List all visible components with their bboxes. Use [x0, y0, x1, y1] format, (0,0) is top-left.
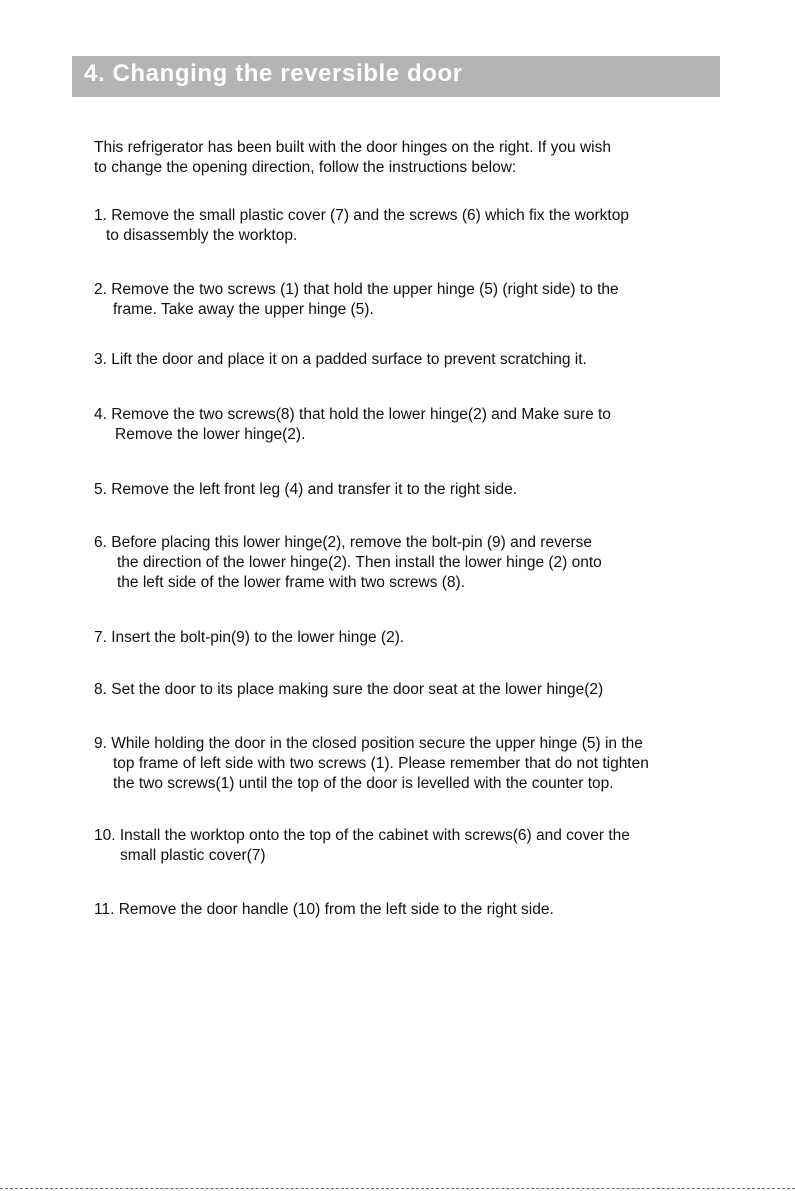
step-2-line-1: 2. Remove the two screws (1) that hold the upper hinge (5) (right side) to the	[94, 281, 619, 298]
step-8-line-1: 8. Set the door to its place making sure the door seat at the lower hinge(2)	[94, 681, 604, 698]
step-6-line-2: the direction of the lower hinge(2). Then install the lower hinge (2) onto	[117, 554, 602, 571]
step-6-line-3: the left side of the lower frame with two screws (8).	[117, 574, 466, 591]
step-1-line-1: 1. Remove the small plastic cover (7) and the screws (6) which fix the worktop	[94, 207, 629, 224]
step-11-line-1: 11. Remove the door handle (10) from the left side to the right side.	[94, 901, 554, 918]
step-4-line-1: 4. Remove the two screws(8) that hold the lower hinge(2) and Make sure to	[94, 406, 611, 423]
intro-line-2: to change the opening direction, follow the instructions below:	[94, 159, 517, 176]
step-5-line-1: 5. Remove the left front leg (4) and transfer it to the right side.	[94, 481, 518, 498]
intro-line-1: This refrigerator has been built with the door hinges on the right. If you wish	[94, 139, 611, 156]
step-9-line-2: top frame of left side with two screws (1). Please remember that do not tighten	[113, 755, 649, 772]
step-7-line-1: 7. Insert the bolt-pin(9) to the lower hinge (2).	[94, 629, 405, 646]
step-9-line-3: the two screws(1) until the top of the door is levelled with the counter top.	[113, 775, 614, 792]
step-4-line-2: Remove the lower hinge(2).	[115, 426, 306, 443]
step-3-line-1: 3. Lift the door and place it on a padded surface to prevent scratching it.	[94, 351, 587, 368]
step-10-line-2: small plastic cover(7)	[120, 847, 266, 864]
bottom-dashed-rule	[0, 1188, 795, 1189]
step-9-line-1: 9. While holding the door in the closed position secure the upper hinge (5) in the	[94, 735, 643, 752]
step-1-line-2: to disassembly the worktop.	[106, 227, 298, 244]
section-title: 4. Changing the reversible door	[84, 60, 463, 87]
step-2-line-2: frame. Take away the upper hinge (5).	[113, 301, 374, 318]
step-10-line-1: 10. Install the worktop onto the top of the cabinet with screws(6) and cover the	[94, 827, 630, 844]
step-6-line-1: 6. Before placing this lower hinge(2), remove the bolt-pin (9) and reverse	[94, 534, 592, 551]
